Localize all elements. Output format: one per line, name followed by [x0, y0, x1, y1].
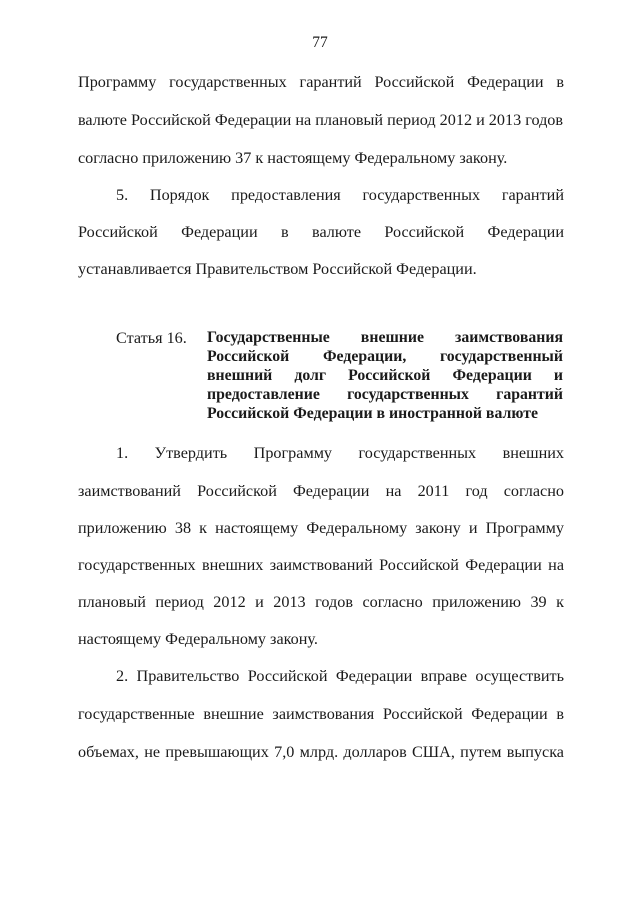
article-heading-line: Российской Федерации в иностранной валюте — [207, 405, 538, 422]
text-line: Российской Федерации в валюте Российской Федерации — [78, 223, 564, 241]
text-line: 2. Правительство Российской Федерации вправе осуществить — [116, 667, 564, 685]
article-heading-line: предоставление государственных гарантий — [207, 386, 563, 403]
article-heading-line: внешний долг Российской Федерации и — [207, 367, 563, 384]
text-line: валюте Российской Федерации на плановый период 2012 и 2013 годов — [78, 111, 564, 129]
text-line: 5. Порядок предоставления государственных гарантий — [116, 186, 564, 204]
text-line: заимствований Российской Федерации на 2011 год согласно — [78, 482, 564, 500]
text-line: приложению 38 к настоящему Федеральному закону и Программу — [78, 519, 564, 537]
text-line: согласно приложению 37 к настоящему Федеральному закону. — [78, 149, 508, 167]
page-number: 77 — [312, 34, 328, 51]
text-line: государственных внешних заимствований Российской Федерации на — [78, 556, 564, 574]
text-line: плановый период 2012 и 2013 годов согласно приложению 39 к — [78, 593, 564, 611]
text-line: государственные внешние заимствования Российской Федерации в — [78, 705, 564, 723]
article-heading-line: Государственные внешние заимствования — [207, 329, 563, 346]
article-heading-line: Российской Федерации, государственный — [207, 348, 563, 365]
text-line: 1. Утвердить Программу государственных внешних — [116, 444, 564, 462]
article-label: Статья 16. — [116, 329, 187, 347]
text-line: Программу государственных гарантий Российской Федерации в — [78, 73, 564, 91]
text-line: объемах, не превышающих 7,0 млрд. долларов США, путем выпуска — [78, 743, 564, 761]
text-line: настоящему Федеральному закону. — [78, 630, 318, 648]
text-line: устанавливается Правительством Российской Федерации. — [78, 260, 477, 278]
